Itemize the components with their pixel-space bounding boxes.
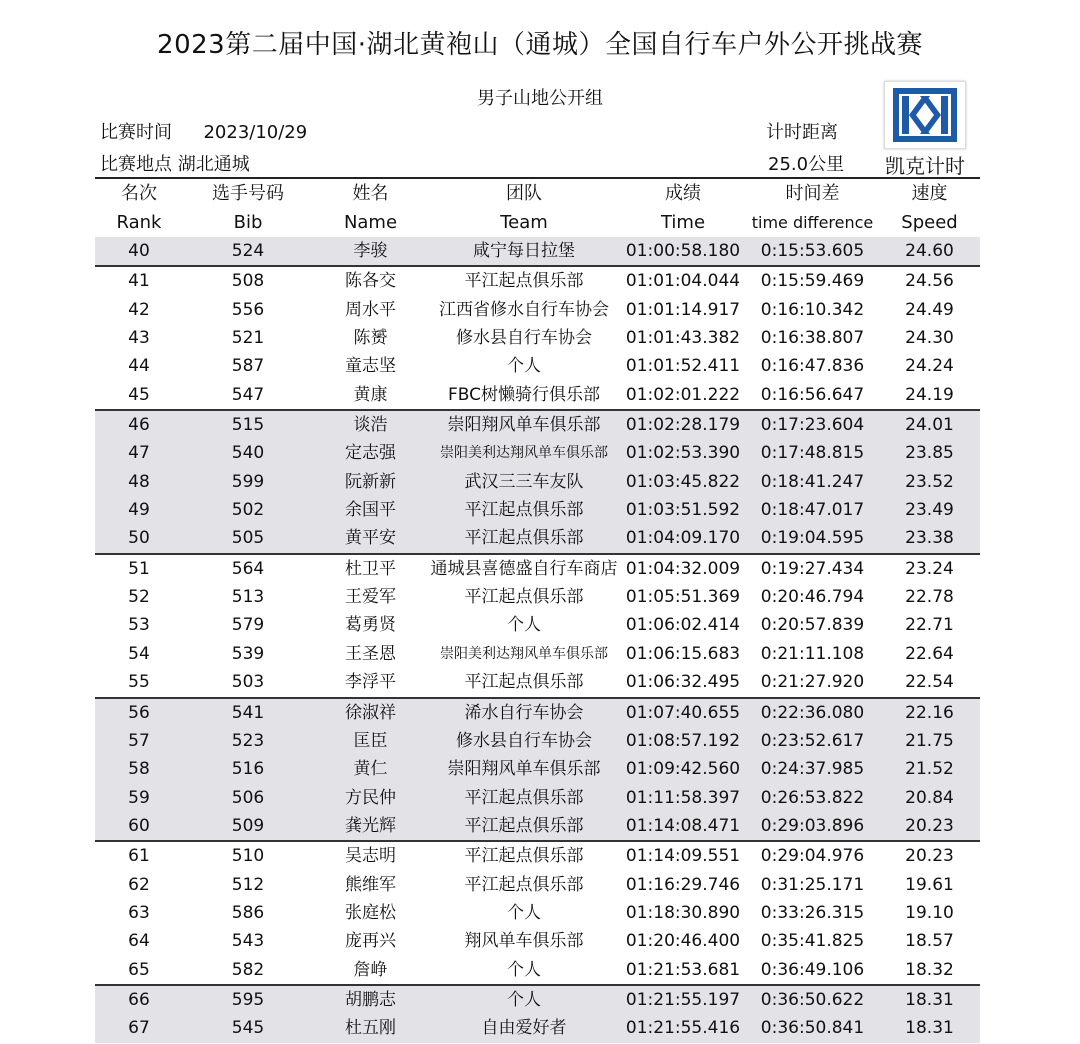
race-place: [100, 150, 250, 176]
cell-name: 余国平: [345, 500, 396, 521]
cell-team: 平江起点俱乐部: [464, 787, 584, 808]
cell-bib: 547: [231, 384, 265, 405]
cell-rank: 64: [128, 931, 150, 952]
cell-diff: 0:18:41.247: [760, 471, 865, 492]
cell-diff: 0:23:52.617: [760, 730, 865, 751]
cell-name: 黄仁: [353, 759, 388, 780]
cell-time: 01:04:09.170: [625, 528, 741, 549]
cell-bib: 545: [231, 1018, 265, 1039]
page-title: 2023第二届中国·湖北黄袍山（通城）全国自行车户外公开挑战赛: [157, 30, 923, 60]
cell-speed: 22.54: [905, 672, 954, 693]
cell-bib: 512: [231, 874, 265, 895]
cell-rank: 41: [128, 271, 150, 292]
table-row: [95, 899, 980, 927]
cell-bib: 505: [231, 528, 265, 549]
cell-rank: 59: [128, 787, 150, 808]
cell-bib: 523: [231, 730, 265, 751]
cell-speed: 23.52: [905, 471, 954, 492]
cell-rank: 55: [128, 672, 150, 693]
cell-name: 匡臣: [353, 730, 388, 751]
cell-bib: 502: [231, 500, 265, 521]
cell-rank: 47: [128, 443, 150, 464]
cell-name: 杜五刚: [345, 1018, 396, 1039]
distance-label: 计时距离: [766, 122, 838, 143]
cell-name: 龚光辉: [345, 815, 396, 836]
cell-rank: 52: [128, 587, 150, 608]
table-row: [95, 496, 980, 524]
cell-speed: 18.31: [905, 989, 954, 1010]
table-row: [95, 237, 980, 267]
cell-team: 个人: [507, 356, 541, 377]
cell-rank: 58: [128, 759, 150, 780]
cell-time: 01:02:01.222: [625, 384, 741, 405]
header-speed-en: Speed: [901, 212, 958, 233]
cell-diff: 0:19:04.595: [760, 528, 865, 549]
cell-speed: 21.75: [905, 730, 954, 751]
cell-diff: 0:17:23.604: [760, 415, 865, 436]
cell-speed: 23.85: [905, 443, 954, 464]
cell-speed: 21.52: [905, 759, 954, 780]
cell-team: 平江起点俱乐部: [464, 271, 584, 292]
cell-team: 个人: [507, 902, 541, 923]
race-place-value: 湖北通城: [177, 154, 250, 175]
cell-time: 01:05:51.369: [625, 587, 741, 608]
cell-bib: 582: [231, 959, 265, 980]
cell-speed: 24.56: [905, 271, 954, 292]
cell-diff: 0:22:36.080: [760, 702, 865, 723]
cell-rank: 65: [128, 959, 150, 980]
cell-time: 01:08:57.192: [625, 730, 741, 751]
cell-rank: 67: [128, 1018, 150, 1039]
cell-speed: 22.16: [905, 702, 954, 723]
cell-diff: 0:17:48.815: [760, 443, 865, 464]
race-time-value: 2023/10/29: [203, 122, 308, 143]
cell-speed: 18.32: [905, 959, 954, 980]
cell-bib: 587: [231, 356, 265, 377]
cell-speed: 24.01: [905, 415, 954, 436]
cell-team: 平江起点俱乐部: [464, 500, 584, 521]
cell-name: 陈各交: [345, 271, 396, 292]
cell-speed: 20.23: [905, 846, 954, 867]
cell-team: 自由爱好者: [481, 1018, 567, 1039]
cell-time: 01:03:51.592: [625, 500, 741, 521]
logo-name: 凯克计时: [885, 154, 965, 178]
distance-value: 25.0公里: [768, 154, 845, 175]
table-row: [95, 640, 980, 668]
cell-diff: 0:29:03.896: [760, 815, 865, 836]
cell-name: 黄康: [353, 384, 388, 405]
cell-bib: 556: [231, 299, 265, 320]
cell-speed: 24.49: [905, 299, 954, 320]
cell-rank: 46: [128, 415, 150, 436]
cell-name: 王圣恩: [345, 643, 396, 664]
results-table: [95, 177, 980, 1043]
header-name-cn: 姓名: [352, 183, 389, 204]
cell-diff: 0:16:56.647: [760, 384, 865, 405]
cell-bib: 586: [231, 902, 265, 923]
cell-name: 谈浩: [353, 415, 388, 436]
cell-time: 01:18:30.890: [625, 902, 741, 923]
table-row: [95, 842, 980, 870]
header-time-en: Time: [660, 212, 706, 233]
cell-diff: 0:16:38.807: [760, 328, 865, 349]
cell-bib: 543: [231, 931, 265, 952]
cell-team: 崇阳美利达翔风单车俱乐部: [440, 445, 608, 462]
cell-team: FBC树懒骑行俱乐部: [447, 384, 600, 405]
table-row: [95, 296, 980, 324]
cell-speed: 24.24: [905, 356, 954, 377]
cell-team: 修水县自行车协会: [456, 730, 592, 751]
cell-rank: 57: [128, 730, 150, 751]
cell-speed: 22.71: [905, 615, 954, 636]
cell-name: 周水平: [345, 299, 396, 320]
cell-team: 平江起点俱乐部: [464, 815, 584, 836]
cell-team: 江西省修水自行车协会: [439, 299, 609, 320]
race-place-label: 比赛地点: [100, 154, 172, 175]
cell-speed: 18.31: [905, 1018, 954, 1039]
cell-name: 王爱军: [345, 587, 396, 608]
cell-time: 01:02:28.179: [625, 415, 741, 436]
cell-name: 葛勇贤: [345, 615, 396, 636]
cell-name: 陈赟: [353, 328, 388, 349]
cell-bib: 510: [231, 846, 265, 867]
table-row: [95, 324, 980, 352]
cell-diff: 0:20:46.794: [760, 587, 865, 608]
header-time-cn: 成绩: [665, 183, 701, 204]
cell-rank: 53: [128, 615, 150, 636]
cell-bib: 509: [231, 815, 265, 836]
cell-rank: 66: [128, 989, 150, 1010]
cell-team: 崇阳翔风单车俱乐部: [447, 415, 601, 436]
cell-rank: 40: [128, 241, 150, 261]
race-time-label: 比赛时间: [100, 122, 172, 143]
table-row: [95, 267, 980, 295]
cell-speed: 18.57: [905, 931, 954, 952]
cell-team: 个人: [507, 615, 541, 636]
cell-team: 个人: [507, 959, 541, 980]
cell-bib: 516: [231, 759, 265, 780]
cell-team: 武汉三三车友队: [464, 471, 584, 492]
cell-time: 01:21:55.416: [625, 1018, 741, 1039]
table-row: [95, 555, 980, 583]
cell-team: 平江起点俱乐部: [464, 587, 584, 608]
cell-rank: 43: [128, 328, 150, 349]
cell-bib: 524: [231, 241, 265, 261]
cell-time: 01:00:58.180: [625, 241, 741, 261]
table-row: [95, 784, 980, 812]
cell-rank: 48: [128, 471, 150, 492]
cell-team: 平江起点俱乐部: [464, 528, 584, 549]
table-row: [95, 352, 980, 380]
table-row: [95, 439, 980, 467]
cell-team: 崇阳美利达翔风单车俱乐部: [440, 645, 608, 662]
table-row: [95, 381, 980, 411]
cell-rank: 54: [128, 643, 150, 664]
table-row: [95, 871, 980, 899]
cell-bib: 599: [231, 471, 265, 492]
cell-rank: 63: [128, 902, 150, 923]
race-time: [100, 118, 307, 144]
cell-speed: 19.61: [905, 874, 954, 895]
table-row: [95, 468, 980, 496]
cell-name: 李浮平: [345, 672, 396, 693]
cell-diff: 0:21:11.108: [760, 643, 865, 664]
header-row-en: [95, 208, 980, 237]
cell-bib: 564: [231, 558, 265, 579]
cell-time: 01:11:58.397: [625, 787, 741, 808]
cell-time: 01:01:04.044: [625, 271, 741, 292]
header-speed-cn: 速度: [911, 183, 948, 204]
table-row: [95, 812, 980, 842]
cell-speed: 23.38: [905, 528, 954, 549]
cell-bib: 541: [231, 702, 265, 723]
cell-name: 李骏: [353, 241, 388, 261]
table-row: [95, 986, 980, 1014]
cell-team: 个人: [507, 989, 541, 1010]
cell-speed: 24.19: [905, 384, 954, 405]
header-row-cn: [95, 179, 980, 208]
table-row: [95, 727, 980, 755]
timing-logo: [884, 81, 966, 149]
cell-time: 01:06:32.495: [625, 672, 741, 693]
table-row: [95, 411, 980, 439]
cell-diff: 0:20:57.839: [760, 615, 865, 636]
cell-time: 01:01:52.411: [625, 356, 741, 377]
table-row: [95, 583, 980, 611]
cell-name: 詹峥: [353, 959, 388, 980]
cell-name: 张庭松: [345, 902, 396, 923]
cell-time: 01:14:09.551: [625, 846, 741, 867]
cell-team: 平江起点俱乐部: [464, 672, 584, 693]
cell-bib: 521: [231, 328, 265, 349]
kank-logo-icon: [885, 82, 965, 148]
cell-team: 修水县自行车协会: [456, 328, 592, 349]
cell-speed: 20.84: [905, 787, 954, 808]
cell-team: 平江起点俱乐部: [464, 846, 584, 867]
cell-name: 吴志明: [345, 846, 396, 867]
cell-rank: 42: [128, 299, 150, 320]
cell-team: 咸宁每日拉堡: [473, 241, 575, 261]
cell-diff: 0:19:27.434: [760, 558, 865, 579]
cell-name: 庞再兴: [345, 931, 396, 952]
header-bib-cn: 选手号码: [212, 183, 284, 204]
header-diff-en: time difference: [751, 213, 874, 232]
cell-rank: 45: [128, 384, 150, 405]
cell-time: 01:21:55.197: [625, 989, 741, 1010]
cell-team: 平江起点俱乐部: [464, 874, 584, 895]
cell-bib: 503: [231, 672, 265, 693]
cell-bib: 506: [231, 787, 265, 808]
table-row: [95, 611, 980, 639]
cell-name: 阮新新: [345, 471, 396, 492]
cell-diff: 0:21:27.920: [760, 672, 865, 693]
cell-team: 通城县喜德盛自行车商店: [430, 558, 618, 579]
cell-diff: 0:26:53.822: [760, 787, 865, 808]
cell-name: 黄平安: [345, 528, 396, 549]
cell-time: 01:02:53.390: [625, 443, 741, 464]
cell-speed: 24.30: [905, 328, 954, 349]
cell-time: 01:06:15.683: [625, 643, 741, 664]
cell-time: 01:09:42.560: [625, 759, 741, 780]
cell-rank: 60: [128, 815, 150, 836]
cell-time: 01:14:08.471: [625, 815, 741, 836]
cell-diff: 0:33:26.315: [760, 902, 865, 923]
table-row: [95, 699, 980, 727]
cell-speed: 23.49: [905, 500, 954, 521]
cell-name: 熊维军: [345, 874, 396, 895]
cell-speed: 22.78: [905, 587, 954, 608]
table-row: [95, 927, 980, 955]
cell-speed: 19.10: [905, 902, 954, 923]
category-subtitle: 男子山地公开组: [477, 88, 603, 109]
cell-bib: 595: [231, 989, 265, 1010]
cell-diff: 0:15:53.605: [760, 241, 865, 261]
table-row: [95, 668, 980, 698]
header-team-cn: 团队: [506, 183, 542, 204]
header-name-en: Name: [343, 212, 398, 233]
cell-time: 01:20:46.400: [625, 931, 741, 952]
cell-time: 01:04:32.009: [625, 558, 741, 579]
table-row: [95, 956, 980, 986]
cell-bib: 515: [231, 415, 265, 436]
cell-team: 浠水自行车协会: [464, 702, 584, 723]
cell-time: 01:21:53.681: [625, 959, 741, 980]
header-diff-cn: 时间差: [785, 183, 840, 204]
cell-rank: 51: [128, 558, 150, 579]
cell-name: 童志坚: [345, 356, 396, 377]
cell-name: 定志强: [345, 443, 396, 464]
cell-time: 01:16:29.746: [625, 874, 741, 895]
cell-rank: 50: [128, 528, 150, 549]
cell-bib: 539: [231, 643, 265, 664]
cell-team: 翔风单车俱乐部: [464, 931, 584, 952]
cell-diff: 0:36:50.841: [760, 1018, 865, 1039]
cell-rank: 49: [128, 500, 150, 521]
cell-speed: 22.64: [905, 643, 954, 664]
cell-rank: 62: [128, 874, 150, 895]
header-rank-en: Rank: [116, 212, 162, 233]
header-team-en: Team: [500, 212, 548, 233]
table-row: [95, 1014, 980, 1042]
cell-diff: 0:35:41.825: [760, 931, 865, 952]
cell-diff: 0:15:59.469: [760, 271, 865, 292]
cell-name: 杜卫平: [345, 558, 396, 579]
cell-rank: 56: [128, 702, 150, 723]
table-row: [95, 524, 980, 554]
cell-name: 胡鹏志: [345, 989, 396, 1010]
cell-speed: 23.24: [905, 558, 954, 579]
cell-diff: 0:36:49.106: [760, 959, 865, 980]
table-row: [95, 755, 980, 783]
cell-bib: 508: [231, 271, 265, 292]
cell-diff: 0:16:10.342: [760, 299, 865, 320]
cell-bib: 579: [231, 615, 265, 636]
cell-diff: 0:16:47.836: [760, 356, 865, 377]
cell-speed: 24.60: [905, 241, 954, 261]
header-rank-cn: 名次: [121, 183, 157, 204]
cell-time: 01:01:14.917: [625, 299, 741, 320]
header-bib-en: Bib: [233, 212, 263, 233]
cell-diff: 0:18:47.017: [760, 500, 865, 521]
cell-speed: 20.23: [905, 815, 954, 836]
cell-team: 崇阳翔风单车俱乐部: [447, 759, 601, 780]
cell-diff: 0:24:37.985: [760, 759, 865, 780]
cell-time: 01:01:43.382: [625, 328, 741, 349]
cell-time: 01:07:40.655: [625, 702, 741, 723]
cell-time: 01:06:02.414: [625, 615, 741, 636]
cell-diff: 0:36:50.622: [760, 989, 865, 1010]
cell-diff: 0:29:04.976: [760, 846, 865, 867]
cell-time: 01:03:45.822: [625, 471, 741, 492]
cell-rank: 44: [128, 356, 150, 377]
cell-bib: 540: [231, 443, 265, 464]
cell-rank: 61: [128, 846, 150, 867]
cell-name: 徐淑祥: [345, 702, 396, 723]
cell-diff: 0:31:25.171: [760, 874, 865, 895]
cell-bib: 513: [231, 587, 265, 608]
cell-name: 方民仲: [345, 787, 396, 808]
